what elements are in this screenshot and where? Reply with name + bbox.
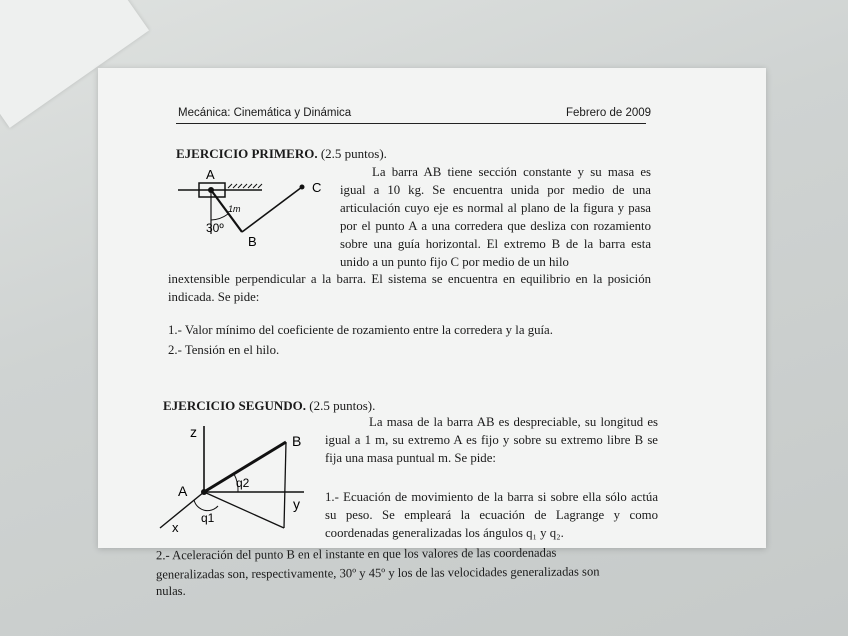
ex1-question-1: 1.- Valor mínimo del coeficiente de rozamiento entre la corredera y la guía.: [168, 323, 553, 337]
ex2-label-q1: q1: [201, 511, 215, 525]
ex1-label-angle: 30º: [206, 221, 224, 235]
ex1-points: (2.5 puntos).: [320, 146, 387, 161]
ex1-figure: [176, 162, 336, 254]
ex1-question-2: 2.- Tensión en el hilo.: [168, 343, 280, 357]
ex1-label-b: B: [248, 234, 257, 249]
ex2-figure: [156, 418, 316, 538]
ex2-question-1: 1.- Ecuación de movimiento de la barra si sobre ella sólo actúa su peso. Se empleará la ecuación de Lagrange y como coordenadas generalizadas los ángulos q₁ y q₂.: [325, 490, 658, 540]
ex2-question-2-line-3: nulas.: [156, 584, 186, 598]
ex2-projection-line: [204, 492, 284, 528]
ex2-label-y: y: [293, 496, 300, 512]
ex1-guide-hatch: [228, 184, 262, 188]
ex1-title: EJERCICIO PRIMERO.: [176, 146, 318, 161]
ex1-heading: [176, 146, 387, 162]
ex2-title: EJERCICIO SEGUNDO.: [163, 398, 307, 413]
ex1-point-c: [300, 185, 305, 190]
ex2-question-2-line-2: generalizadas son, respectivamente, 30º y 45º y los de las velocidades generalizadas son: [155, 564, 600, 582]
ex2-question-2-line-1: 2.- Aceleración del punto B en el instante en que los valores de las coordenadas: [155, 545, 557, 563]
ex2-statement: La masa de la barra AB es despreciable, su longitud es igual a 1 m, su extremo A es fijo y sobre su extremo libre B se fija una masa puntual m. Se pide:: [325, 415, 658, 465]
ex1-statement-right: La barra AB tiene sección constante y su masa es igual a 10 kg. Se encuentra unida por medio de una articulación cuyo eje es normal al plano de la figura y pasa por el punto A a una corredera que desliza con rozamiento sobre una guía horizontal. El extremo B de la barra esta unido a un punto fijo C por medio de un hilo: [340, 165, 651, 269]
ex2-label-a: A: [178, 483, 188, 499]
ex1-label-length: 1m: [228, 204, 241, 214]
ex1-label-c: C: [312, 180, 322, 195]
ex2-label-b: B: [292, 433, 302, 449]
ex2-point-a: [201, 489, 207, 495]
ex2-projection-vertical: [284, 442, 286, 528]
ex2-heading: [163, 398, 375, 414]
header-subject: Mecánica: Cinemática y Dinámica: [178, 107, 352, 119]
ex2-points: (2.5 puntos).: [309, 398, 376, 413]
header-rule: [176, 123, 646, 124]
ex2-label-x: x: [172, 520, 179, 535]
ex1-angle-arc: [211, 214, 228, 220]
ex1-statement-full: inextensible perpendicular a la barra. El sistema se encuentra en equilibrio en la posición indicada. Se pide:: [168, 272, 651, 304]
ex2-label-z: z: [190, 424, 197, 440]
header-date: Febrero de 2009: [566, 107, 652, 119]
ex1-thread-bc: [242, 187, 302, 232]
ex2-label-q2: q2: [236, 476, 250, 490]
ex2-angle-q1-arc: [194, 500, 218, 511]
ex1-label-a: A: [206, 167, 215, 182]
